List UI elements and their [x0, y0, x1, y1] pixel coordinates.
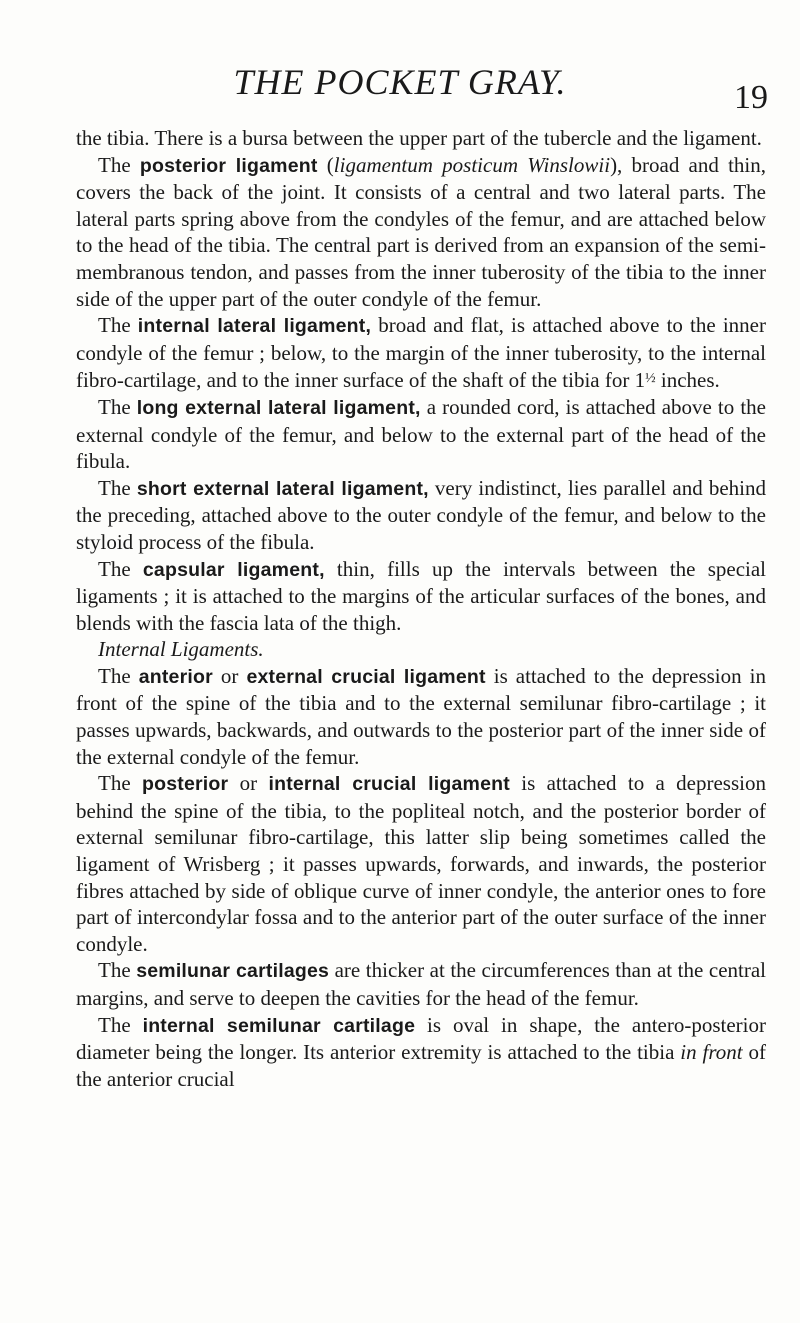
paragraph-posterior-ligament: [76, 152, 766, 313]
running-title: THE POCKET GRAY.: [233, 62, 567, 102]
term-short-external-lateral-ligament: short external lateral ligament,: [136, 477, 429, 500]
text-run: thin, fills up the intervals between the special ligaments ; it is attached to the margins of the articular surfaces of the bones, and blends with the fascia lata of the thigh.: [76, 556, 767, 635]
term-internal-crucial-ligament: internal crucial ligament: [268, 773, 510, 796]
text-run: or: [212, 663, 247, 688]
text-run: are thicker at the circumferences than at the central margins, and serve to deepen the cavities for the head of the femur.: [76, 958, 766, 1010]
text-run: a rounded cord, is attached above to the external condyle of the femur, and below to the external part of the head of the fibula.: [76, 394, 766, 474]
text-run: The: [98, 1012, 143, 1037]
paragraph-bursa: [76, 125, 766, 152]
paragraph-semilunar-cartilages: [76, 957, 766, 1011]
paragraph-anterior-crucial-ligament: [76, 663, 766, 770]
text-run: The: [98, 152, 140, 177]
text-run: broad and flat, is attached above to the inner condyle of the femur ; below, to the margin of the inner tuberosity, to the internal fibro-cartilage, and to the inner surface of the shaft of the tibia for 1: [76, 313, 766, 393]
paragraph-capsular-ligament: [76, 556, 766, 637]
text-run: is oval in shape, the antero-posterior diameter being the longer. Its anterior extremity is attached to the tibia: [76, 1012, 766, 1065]
text-run: The: [98, 313, 138, 338]
text-run: ), broad and thin, covers the back of the joint. It consists of a central and two lateral parts. The lateral parts spring above from the condyles of the femur, and are attached below to the head of the tibia. The central part is derived from an expansion of the semi-membranous tendon, and passes from the inner tuberosity of the tibia to the inner side of the upper part of the outer condyle of the femur.: [76, 152, 767, 311]
text-run: the tibia. There is a bursa between the upper part of the tubercle and the ligament.: [76, 126, 762, 150]
term-long-external-lateral-ligament: long external lateral ligament,: [136, 396, 421, 419]
text-run: The: [98, 394, 137, 419]
page-header: [0, 62, 800, 116]
text-run: The: [98, 475, 137, 500]
term-posterior-ligament: posterior ligament: [139, 154, 318, 177]
term-posterior: posterior: [141, 773, 229, 796]
text-run: (: [317, 152, 334, 177]
term-internal-lateral-ligament: internal lateral ligament,: [137, 315, 372, 338]
text-run: is attached to a depression behind the spine of the tibia, to the popliteal notch, and the posterior border of external semilunar fibro-cartilage, this latter slip being sometimes called the ligament of Wrisberg ; it passes upwards, forwards, and inwards, the posterior fibres attached by side of oblique curve of inner condyle, the anterior ones to fore part of intercondylar fossa and to the anterior part of the outer surface of the inner condyle.: [76, 771, 766, 956]
text-run: is attached to the depression in front of the spine of the tibia and to the external semilunar fibro-cartilage ; it passes upwards, backwards, and outwards to the posterior part of the inner side of the external condyle of the femur.: [76, 663, 766, 769]
fraction: ½: [645, 371, 656, 387]
body-text: [76, 125, 766, 1092]
section-heading-internal-ligaments: Internal Ligaments.: [98, 637, 264, 662]
emphasis-in-front: in front: [680, 1040, 743, 1065]
page-number: 19: [734, 79, 768, 116]
text-run: The: [98, 663, 139, 688]
text-run: The: [98, 771, 142, 796]
paragraph-long-external-lateral-ligament: [76, 394, 766, 475]
text-run: The: [98, 556, 143, 581]
paragraph-internal-semilunar-cartilage: [76, 1012, 766, 1093]
text-run: The: [98, 958, 137, 983]
text-run: very indistinct, lies parallel and behind the preceding, attached above to the outer condyle of the femur, and below to the styloid process of the fibula.: [76, 475, 767, 554]
text-run: inches.: [655, 368, 720, 393]
paragraph-posterior-crucial-ligament: [76, 770, 766, 957]
paragraph-short-external-lateral-ligament: [76, 475, 766, 556]
text-run: or: [228, 771, 269, 796]
paragraph-internal-lateral-ligament: [76, 312, 766, 394]
text-run: of the anterior crucial: [76, 1040, 766, 1091]
term-anterior: anterior: [138, 665, 213, 688]
term-semilunar-cartilages: semilunar cartilages: [136, 960, 330, 983]
term-internal-semilunar-cartilage: internal semilunar cartilage: [142, 1014, 416, 1037]
term-capsular-ligament: capsular ligament,: [142, 558, 325, 581]
term-external-crucial-ligament: external crucial ligament: [246, 665, 486, 688]
latin-name: ligamentum posticum Winslowii: [333, 152, 611, 177]
